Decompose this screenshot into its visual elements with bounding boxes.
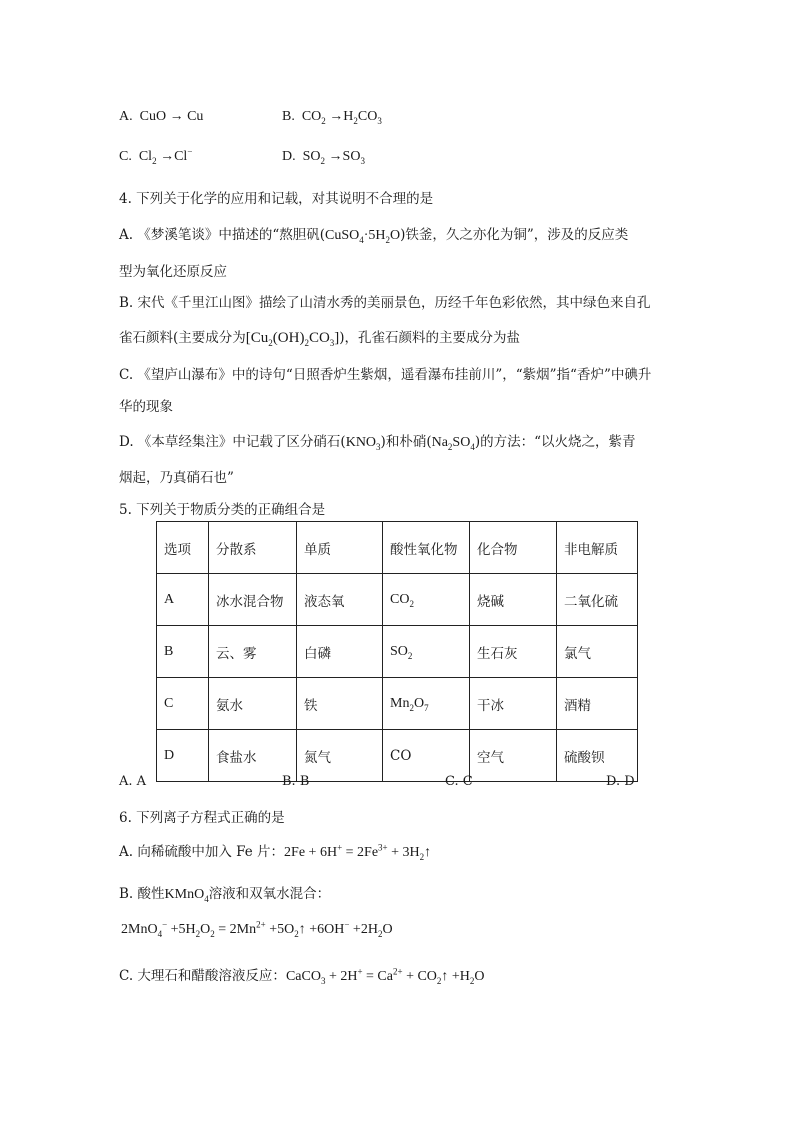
q6-option-b-equation: $2MnO_4^- +5H_2O_2 = 2Mn^{2+}$ $+5O_2↑ +6OH^- +2H_2O$	[121, 919, 393, 939]
q4-option-a-line2: 型为氧化还原反应	[119, 264, 227, 280]
table-cell: 二氧化硫	[557, 574, 638, 626]
table-cell: 氯气	[557, 626, 638, 678]
arrow: →	[169, 109, 184, 124]
text: A. 《梦溪笔谈》中描述的“熬胆矾(	[119, 227, 325, 243]
formula: $SO_2$	[302, 149, 326, 166]
formula: KMnO$_4$	[164, 887, 209, 904]
text: B. 酸性	[119, 886, 165, 902]
table-header-cell: 化合物	[470, 522, 557, 574]
table-cell: D	[157, 730, 209, 782]
equation: CaCO$_3$ + $2H^+ = Ca^{2+}$ + $CO_2↑ +H_2O$	[285, 966, 485, 986]
table-header-row	[157, 522, 638, 574]
arrow: →	[328, 149, 343, 164]
answer-choice: B. B	[282, 774, 310, 789]
table-cell: 烧碱	[470, 574, 557, 626]
text: )的方法：“以火烧之，紫青	[474, 434, 636, 450]
table-header-cell: 非电解质	[557, 522, 638, 574]
q6-stem: 6. 下列离子方程式正确的是	[119, 810, 285, 826]
table-cell: 液态氧	[297, 574, 383, 626]
table-cell: 食盐水	[209, 730, 297, 782]
formula: $CO_2$	[301, 109, 326, 126]
table-header-cell: 分散系	[209, 522, 297, 574]
table-header-cell: 酸性氧化物	[383, 522, 470, 574]
text: D. 《本草经集注》中记载了区分硝石(	[119, 434, 346, 450]
q4-option-c-line1: C. 《望庐山瀑布》中的诗句“日照香炉生紫烟，遥看瀑布挂前川”，“紫烟”指“香炉”中碘升	[119, 367, 652, 383]
formula: Cu	[187, 109, 204, 124]
text: )和朴硝(	[380, 434, 432, 450]
table-cell: 氨水	[209, 678, 297, 730]
table-cell: CO	[383, 730, 470, 782]
q4-option-d-line2: 烟起，乃真硝石也”	[119, 470, 234, 486]
formula: $H_2CO_3$	[343, 109, 382, 126]
formula: $Na_2SO_4$	[431, 435, 475, 452]
q5-stem: 5. 下列关于物质分类的正确组合是	[119, 502, 326, 518]
table-row	[157, 574, 638, 626]
formula: $Cl_2$	[138, 149, 157, 166]
table-cell: 冰水混合物	[209, 574, 297, 626]
table-cell: $CO_2$	[383, 574, 470, 626]
q4-option-a-line1	[119, 223, 628, 244]
table-cell: 生石灰	[470, 626, 557, 678]
q4-option-b-line2	[119, 326, 520, 347]
text: )，孔雀石颜料的主要成分为盐	[339, 330, 521, 346]
formula: CuO	[139, 109, 167, 124]
table-cell: 铁	[297, 678, 383, 730]
formula: $[Cu_2(OH)_2CO_3]$	[245, 330, 340, 348]
arrow: →	[329, 109, 344, 124]
table-row	[157, 678, 638, 730]
q3-option-b	[282, 109, 382, 125]
table-cell: 氮气	[297, 730, 383, 782]
table-cell: B	[157, 626, 209, 678]
text: 溶液和双氧水混合：	[208, 886, 331, 902]
q3-option-a	[119, 109, 203, 125]
option-label: D.	[282, 149, 296, 164]
table-cell: 硫酸钡	[557, 730, 638, 782]
table-header-cell: 单质	[297, 522, 383, 574]
table-cell: $Mn_2O_7$	[383, 678, 470, 730]
answer-choice: A. A	[119, 774, 147, 789]
table-header-cell: 选项	[157, 522, 209, 574]
table-cell: 云、雾	[209, 626, 297, 678]
q4-option-b-line1: B. 宋代《千里江山图》描绘了山清水秀的美丽景色，历经千年色彩依然，其中绿色来自孔	[119, 295, 651, 311]
table-row	[157, 730, 638, 782]
q6-option-b	[119, 882, 330, 903]
table-cell: $SO_2$	[383, 626, 470, 678]
table-cell: 空气	[470, 730, 557, 782]
arrow: →	[160, 149, 175, 164]
table-cell: 干冰	[470, 678, 557, 730]
equation: $2Fe + 6H^+ = 2Fe^{3+}$ + $3H_2↑$	[284, 842, 432, 862]
q6-option-c	[119, 964, 485, 985]
answer-choice: C. C	[445, 774, 473, 789]
text: A. 向稀硫酸中加入 Fe 片：	[119, 844, 285, 860]
text: 雀石颜料(主要成分为	[119, 330, 246, 346]
q6-option-a	[119, 840, 431, 861]
q3-option-c	[119, 146, 193, 166]
option-label: B.	[282, 109, 295, 124]
formula: Cl−	[174, 146, 193, 164]
table-row	[157, 626, 638, 678]
text: C. 大理石和醋酸溶液反应：	[119, 968, 286, 984]
answer-choice: D. D	[606, 774, 635, 789]
table-cell: 酒精	[557, 678, 638, 730]
formula: $KNO_3$	[345, 435, 381, 452]
formula: $CuSO_4\cdot 5H_2O$	[325, 228, 401, 245]
formula: $SO_3$	[342, 149, 365, 166]
option-label: C.	[119, 149, 132, 164]
text: )铁釜，久之亦化为铜”，涉及的反应类	[400, 227, 629, 243]
q3-option-d	[282, 149, 365, 165]
q4-option-d-line1	[119, 430, 636, 451]
option-label: A.	[119, 109, 133, 124]
q4-option-c-line2: 华的现象	[119, 399, 173, 415]
table-cell: C	[157, 678, 209, 730]
table-cell: A	[157, 574, 209, 626]
q4-stem: 4. 下列关于化学的应用和记载，对其说明不合理的是	[119, 191, 434, 207]
classification-table	[156, 521, 638, 782]
table-cell: 白磷	[297, 626, 383, 678]
